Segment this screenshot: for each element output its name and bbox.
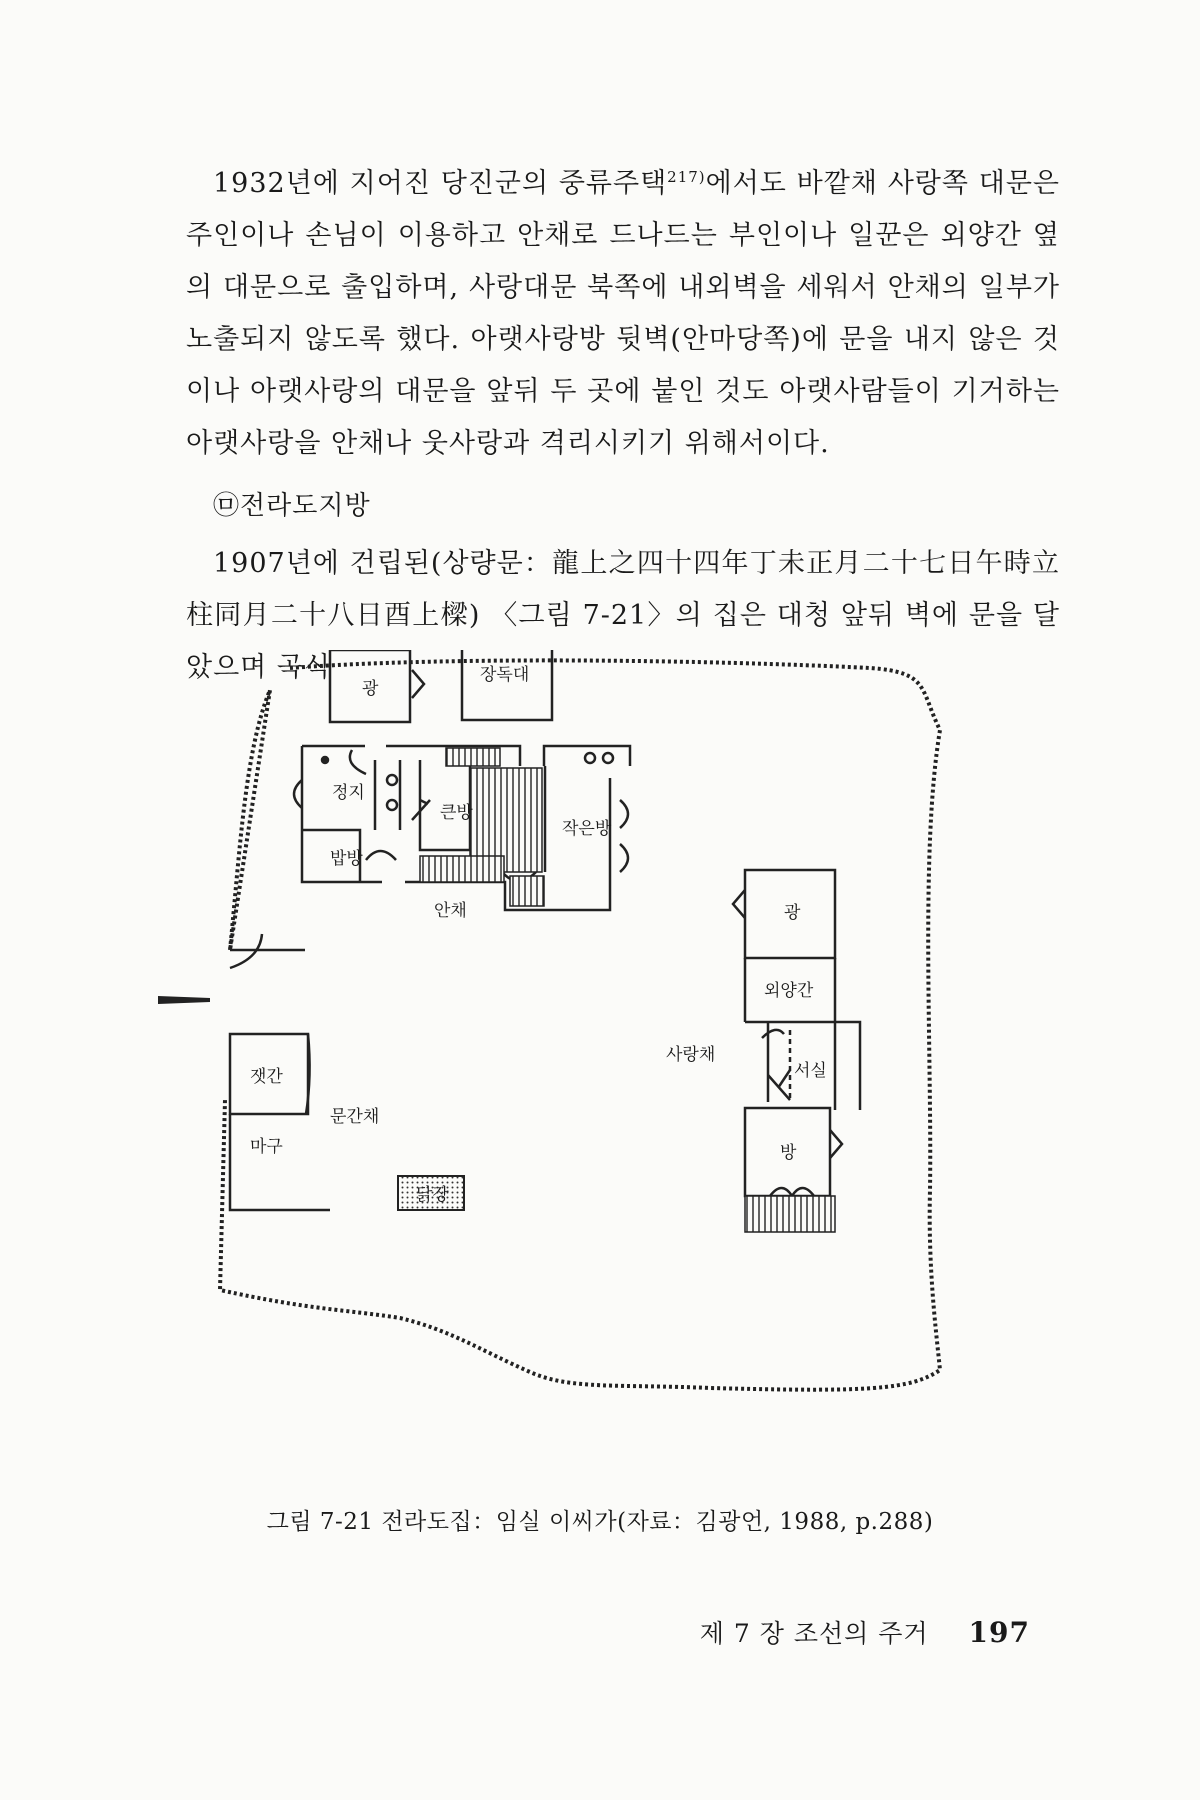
page-footer bbox=[700, 1614, 1030, 1650]
section-subheading: ㉤전라도지방 bbox=[213, 491, 371, 521]
figure-caption: 그림 7-21 전라도집：임실 이씨가(자료：김광언, 1988, p.288) bbox=[266, 1509, 934, 1535]
label-jaetgan: 잿간 bbox=[250, 1067, 283, 1087]
label-gwang-top: 광 bbox=[362, 679, 379, 699]
label-keunbang: 큰방 bbox=[440, 803, 473, 823]
paragraph-2: 1907년에 건립된(상량문：龍上之四十四年丁未正月二十七日午時立柱同月二十八日酉上樑) 〈그림 7-21〉의 집은 대청 앞뒤 벽에 문을 달았으며 곡식 bbox=[186, 548, 1060, 683]
label-bapbang: 밥방 bbox=[330, 849, 363, 869]
label-bang: 방 bbox=[780, 1143, 797, 1163]
paragraph-1-text: 1932년에 지어진 당진군의 중류주택 bbox=[213, 168, 668, 199]
paragraph-1-cont: 에서도 바깥채 사랑쪽 대문은 주인이나 손님이 이용하고 안채로 드나드는 부인이나 일꾼은 외양간 옆의 대문으로 출입하며, 사랑대문 북쪽에 내외벽을 세워서 안채의 일부가 노출되지 않도록 했다. 아랫사랑방 뒷벽(안마당쪽)에 문을 내지 않은 것이나 아랫사랑의 대문을 앞뒤 두 곳에 붙인 것도 아랫사람들이 기거하는 아랫사랑을 안채나 웃사랑과 격리시키기 위해서이다. bbox=[186, 168, 1060, 459]
boundary-wall bbox=[220, 660, 940, 1389]
label-seosil: 서실 bbox=[794, 1061, 827, 1081]
label-sarangchae: 사랑채 bbox=[666, 1045, 716, 1065]
floor-plan-figure bbox=[150, 650, 1070, 1490]
label-magu: 마구 bbox=[250, 1137, 283, 1157]
label-jeongji: 정지 bbox=[332, 783, 365, 803]
label-mungganchae: 문간채 bbox=[330, 1107, 380, 1127]
label-gwang-right: 광 bbox=[784, 903, 801, 923]
label-anchae: 안채 bbox=[434, 901, 467, 921]
label-jageunbang: 작은방 bbox=[562, 819, 612, 839]
body-text bbox=[186, 158, 1060, 694]
floor-plan-svg bbox=[150, 650, 1070, 1490]
footnote-ref: 217) bbox=[667, 168, 706, 186]
page-number: 197 bbox=[968, 1616, 1030, 1649]
paragraph-1 bbox=[186, 158, 1060, 470]
label-dakjang: 닭장 bbox=[416, 1185, 449, 1205]
label-jangdokdae: 장독대 bbox=[480, 665, 530, 685]
label-oeyanggan: 외양간 bbox=[764, 981, 814, 1001]
chapter-title: 제 7 장 조선의 주거 bbox=[699, 1619, 929, 1648]
entry-arrow bbox=[158, 996, 210, 1004]
